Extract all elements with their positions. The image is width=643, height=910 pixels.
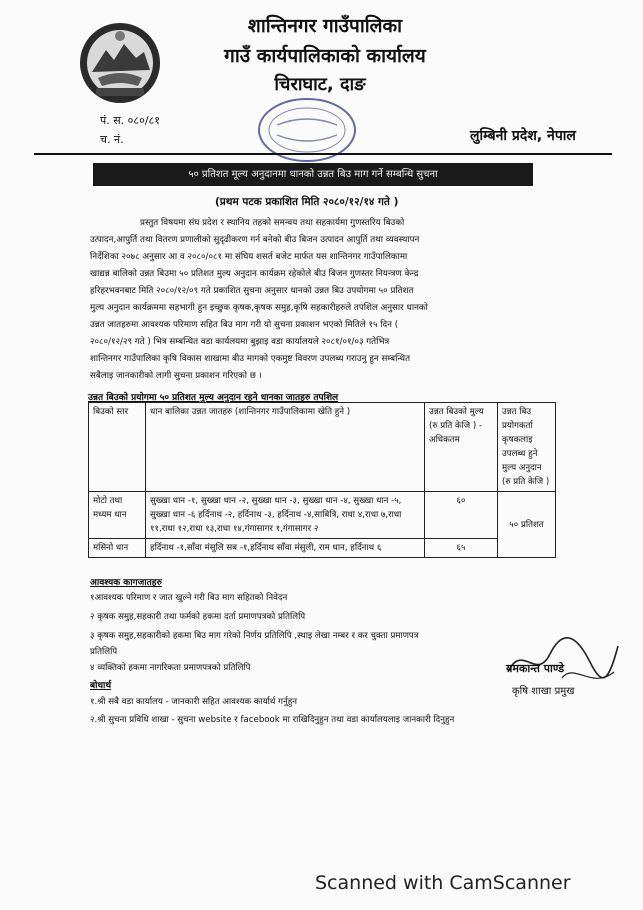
header-subsidy: उन्नत बिउ प्रयोगकर्ता कृषकलाइ उपलब्ध हुने मुल्य अनुदान (रु प्रति केजि ) bbox=[498, 403, 556, 492]
cell-max-price: ६५ bbox=[425, 539, 498, 558]
nepal-emblem-icon bbox=[78, 20, 162, 106]
cell-subsidy: ५० प्रतिशत bbox=[498, 492, 556, 558]
body-line: उन्नत जातहरुमा आवश्यक परिमाण सहित बिउ माग गरी यो सुचना प्रकाशन भएको मितिले १५ दिन ( bbox=[90, 320, 399, 330]
body-line: निर्देशिका २०७८ अनुसार आ व २०८०/०८१ मा संघिय शसर्त बजेट मार्फत यस शान्तिनगर गाउँपालिकामा bbox=[90, 252, 408, 262]
cell-varieties: हर्दिनाथ -१,साँवा मंसुलि सब -१,हर्दिनाथ साँवा मंसुली, राम धान, हर्दिनाथ ६ bbox=[146, 539, 425, 558]
table-title: उन्नत बिउको प्रयोगमा ५० प्रतिशत मुल्य अनुदान रहने धानका जातहरु तपशिल bbox=[88, 393, 339, 403]
scanner-watermark: Scanned with CamScanner bbox=[315, 872, 571, 894]
dispatch-number: च. नं. bbox=[100, 133, 124, 146]
body-line: सबैलाइ जानकारीको लागी सुचना प्रकाशन गरिएको छ । bbox=[90, 371, 262, 381]
cell-varieties: सुख्खा धान -१, सुख्खा धान -२, सुख्खा धान -३, सुख्खा धान -४, सुख्खा धान -५, सुख्खा धान -६ हर्दिनाथ -२, हर्दिनाथ -३, हर्दिनाथ -४,साबित्रि, राधा ४,राधा ७,राधा ११,राधा १२,राधा १३,राधा १४,गंगासागर १,गंगासागर २ bbox=[146, 492, 425, 539]
body-line: प्रस्तुत विषयमा संघ प्रदेश र स्थानिय तहको समन्वय तथा सहकार्यमा गुणस्तरिय बिउको bbox=[140, 218, 405, 228]
notice-banner: ५० प्रतिशत मूल्य अनुदानमा धानको उन्नत बिउ माग गर्ने सम्बन्धि सुचना bbox=[93, 163, 533, 186]
document-item: प्रतिलिपि bbox=[90, 647, 118, 657]
body-line: हरिहरभवनबाट मिति २०८०/१२/०९ गते प्रकाशित सुचना अनुसार धानको उन्नत बिउ उपयोगमा ५० प्रतिशत bbox=[90, 286, 414, 296]
documents-heading: आवश्यक कागजातहरु bbox=[90, 578, 162, 588]
fiscal-reference: पं. स. ०८०/८१ bbox=[100, 114, 160, 127]
document-item: ३ कृषक समुह,सहकारीको हकमा बिउ माग गरेको निर्णय प्रतिलिपि ,स्थाइ लेखा नम्बर र कर चुक्ता प्रमाणपत्र bbox=[90, 631, 419, 641]
body-line: खाद्यन्न बालिको उन्नत बिउमा ५० प्रतिशत मुल्य अनुदान कार्यक्रम रहेकोले बीउ बिजन गुणस्तर नियन्त्रण केन्द्र bbox=[90, 269, 419, 279]
recipient-item: २.श्री सुचना प्रविधि शाखा - सुचना website र facebook मा राखिदिनुहुन तथा वडा कार्यालयलाइ जानकारी दिनुहुन bbox=[90, 715, 455, 725]
body-line: उत्पादन,आपुर्ति तथा वितरण प्रणालीको सुदृढीकरण गर्न बनेको बीउ बिजन उत्पादन आपुर्ति तथा व्यवस्थापन bbox=[90, 235, 420, 245]
office-name: गाउँ कार्यपालिकाको कार्यालय bbox=[224, 45, 426, 67]
cell-level: मसिनो धान bbox=[89, 539, 146, 558]
table-row bbox=[89, 492, 556, 539]
publication-date: (प्रथम पटक प्रकाशित मिति २०८०/१२/१४ गते ) bbox=[215, 196, 399, 208]
table-header-row bbox=[89, 403, 556, 492]
table-row bbox=[89, 539, 556, 558]
body-line: २०८०/१२/२९ गते ) भित्र सम्बन्धित वडा कार्यलयमा बुझाइ वडा कार्यालयले २०८१/०१/०३ गतेभित्र bbox=[90, 337, 390, 347]
municipality-name: शान्तिनगर गाउँपालिका bbox=[247, 15, 403, 37]
office-location: चिराघाट, दाङ bbox=[274, 74, 366, 95]
cell-max-price: ६० bbox=[425, 492, 498, 539]
document-item: १आवश्यक परिमाण र जात खुल्ने गरी बिउ माग सहितको निवेदन bbox=[90, 593, 288, 603]
varieties-table bbox=[88, 402, 556, 558]
province-label: लुम्बिनी प्रदेश, नेपाल bbox=[470, 128, 576, 144]
body-line: मुल्य अनुदान कार्यक्रममा सहभागी हुन इच्छुक कृषक,कृषक समुह,कृषि सहकारीहरुले तपशिल अनुसार धानको bbox=[90, 303, 428, 313]
header-divider bbox=[34, 153, 612, 155]
signatory-name: यमकान्त पाण्डे bbox=[506, 662, 564, 675]
header-varieties: धान बालिका उन्नत जातहरु (शान्तिनगर गाउँपालिकामा खेति हुने ) bbox=[146, 403, 425, 492]
recipient-item: १.श्री सबै वडा कार्यालय - जानकारी सहित आवश्यक कार्यार्थ गर्नुहुन bbox=[90, 697, 298, 707]
header-max-price: उन्नत बिउको मुल्य (रु प्रति केजि ) - अधिकतम bbox=[425, 403, 498, 492]
signatory-title: कृषि शाखा प्रमुख bbox=[512, 686, 575, 697]
recipients-heading: बोधार्थ bbox=[90, 681, 112, 691]
header-level: बिउको स्तर bbox=[89, 403, 146, 492]
cell-level: मोटो तथा मध्यम धान bbox=[89, 492, 146, 539]
document-item: ४ व्यक्तिको हकमा नागरिकता प्रमाणपत्रको प्रतिलिपि bbox=[90, 663, 251, 673]
document-item: २ कृषक समुह,सहकारी तथा फर्मको हकमा दर्ता प्रमाणपत्रको प्रतिलिपि bbox=[90, 612, 306, 622]
body-line: शान्तिनगर गाउँपालिका कृषि विकास शाखामा बीउ मागको एकमुष्ट विवरण उपलब्ध गराउनु हुन सम्बन्धित bbox=[90, 354, 411, 364]
